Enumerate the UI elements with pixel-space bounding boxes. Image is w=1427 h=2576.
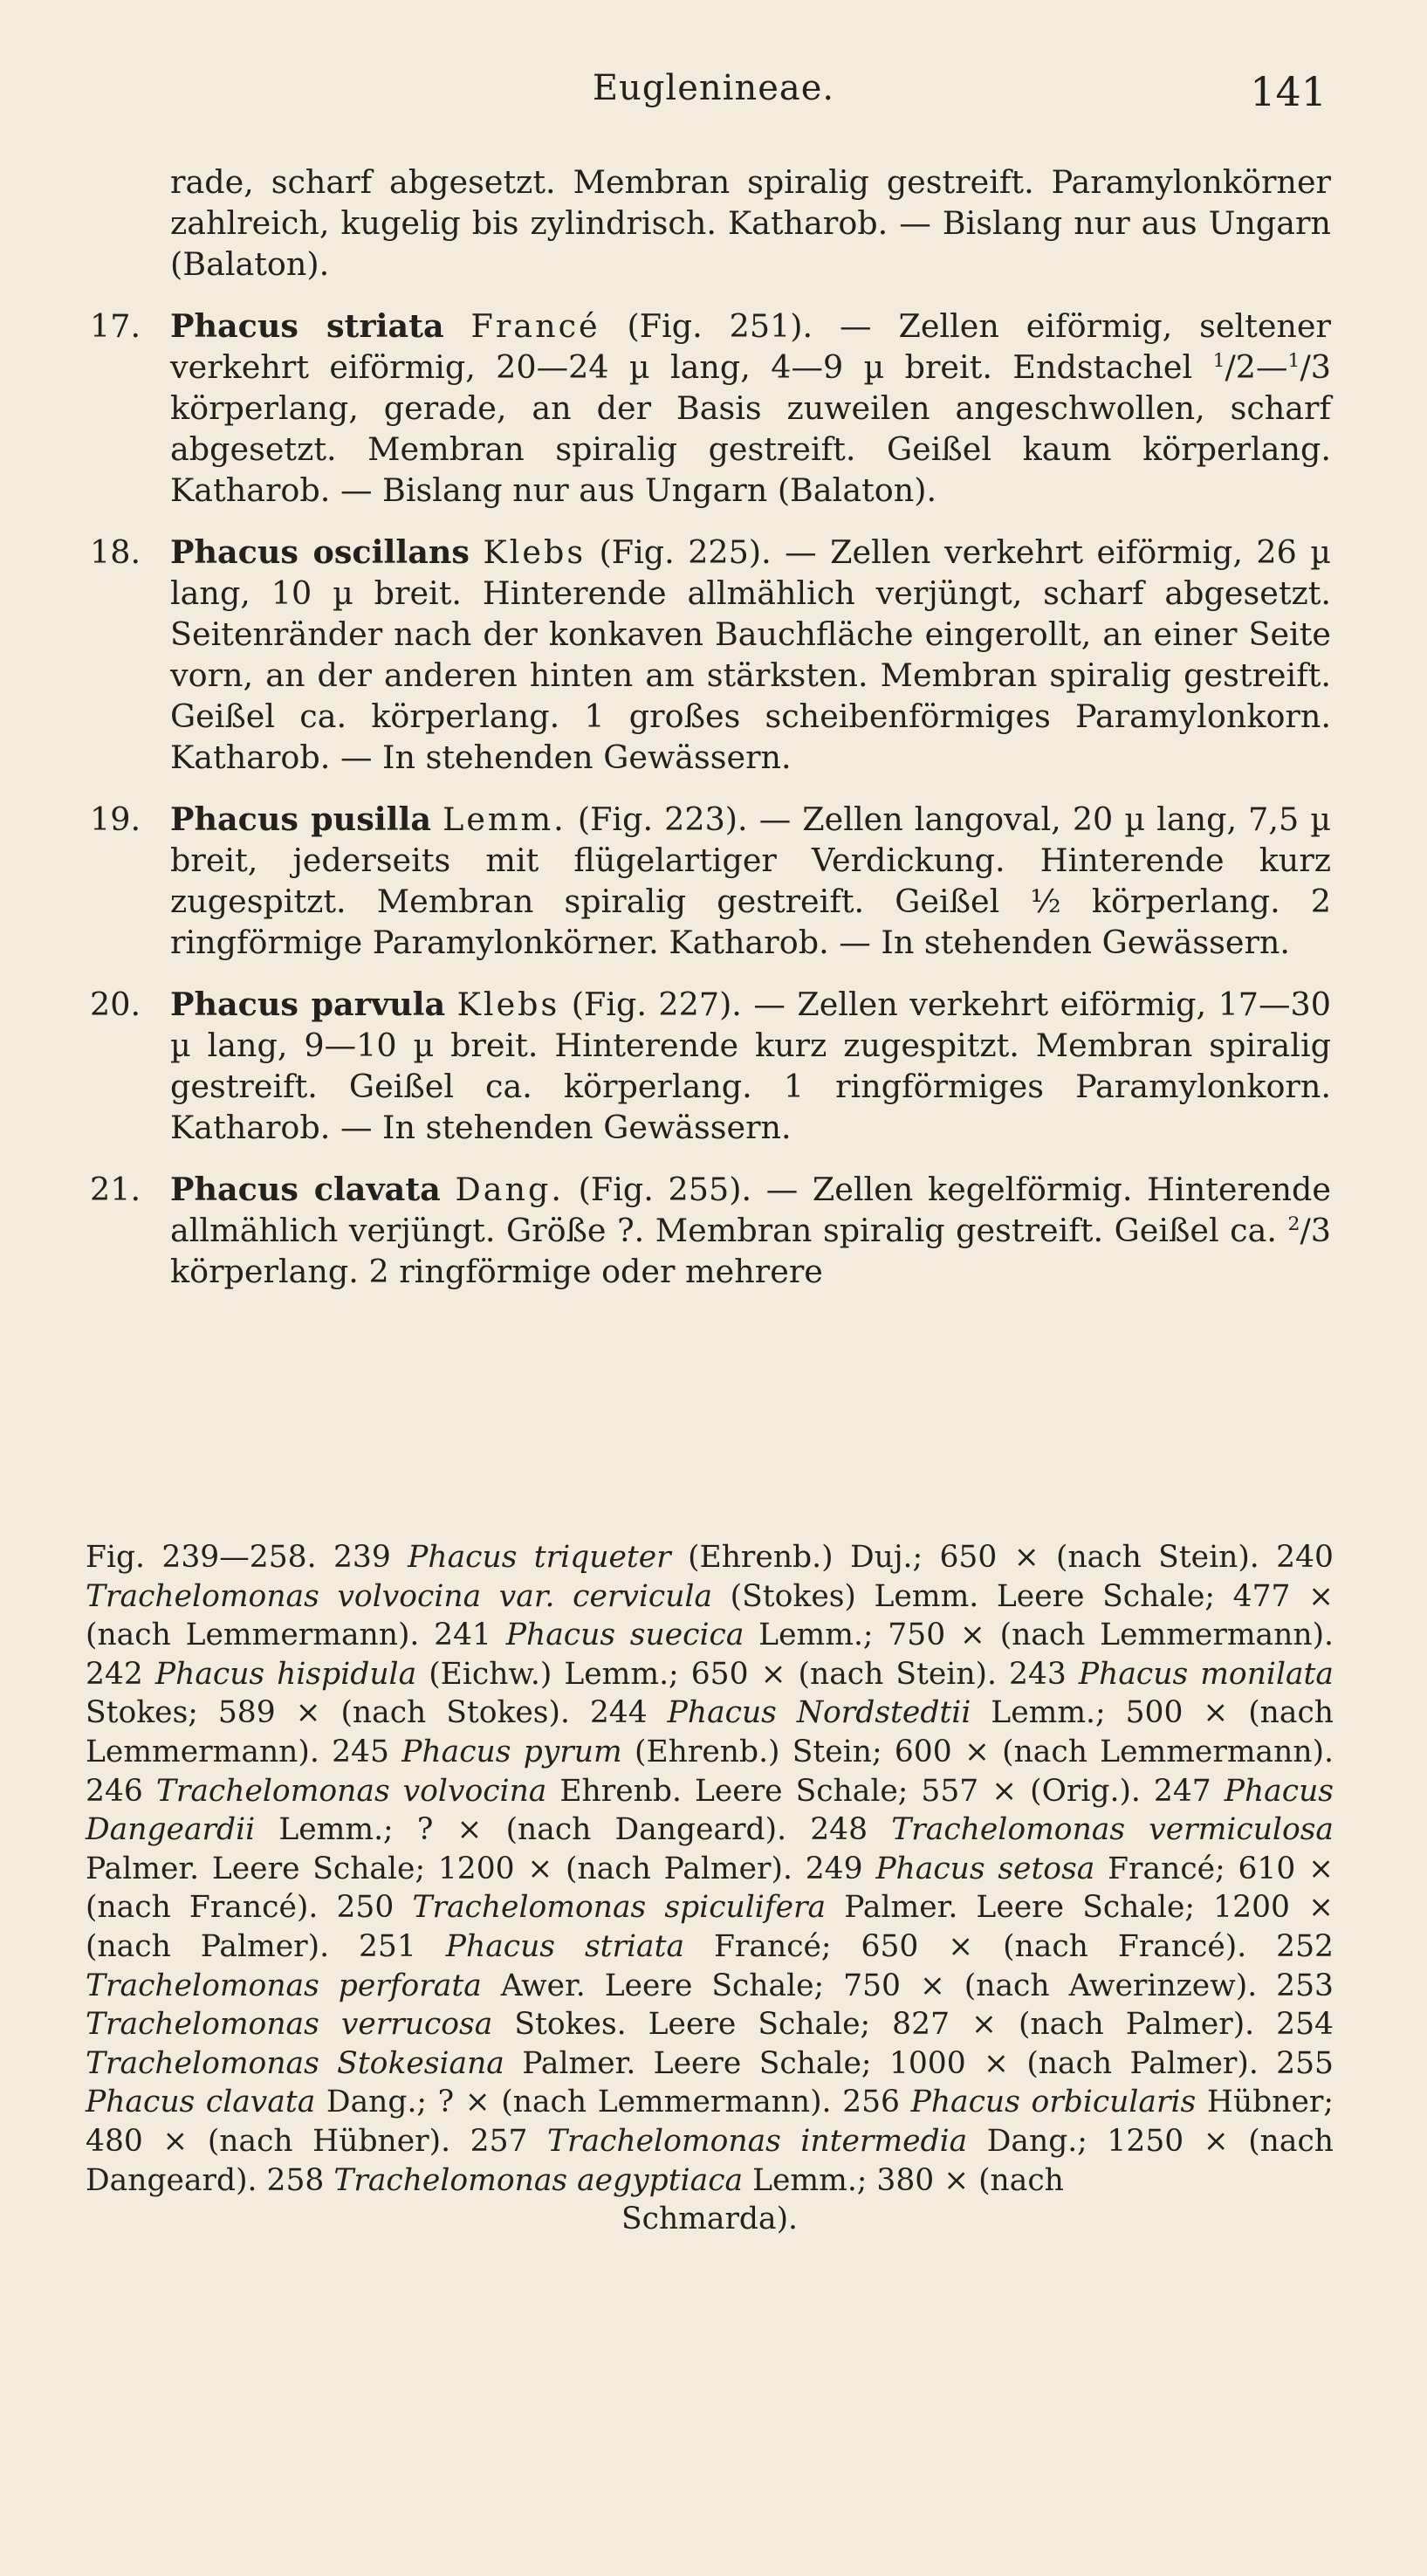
caption-text: Lemm.; ? × (nach Dangeard). 248 [255, 1812, 892, 1848]
caption-species-name: Phacus pyrum [401, 1734, 622, 1769]
entry-text: (Fig. 223). — Zellen langoval, 20 µ lang, 7,5 µ breit, jederseits mit flügelartiger Verdickung. Hinterende kurz zugespitzt. Membran spiralig gestreift. Geißel ½ körperlang. 2 ringförmige Paramylonkörner. Katharob. — In stehenden Gewässern. [170, 800, 1331, 961]
fraction-denominator: /3 [1300, 348, 1331, 386]
caption-text: (Stokes) Lemm. Leere Schale; 477 × (nach Lemmermann). 241 [86, 1578, 1334, 1653]
caption-text: Francé; 610 × (nach Francé). 250 [86, 1851, 1334, 1926]
caption-species-name: Trachelomonas spiculifera [412, 1890, 827, 1926]
fraction-denominator: /3 [1300, 1212, 1331, 1249]
figure-caption [86, 1538, 1334, 2239]
caption-lead: Fig. 239—258. 239 [86, 1540, 408, 1575]
continuation-paragraph: rade, scharf abgesetzt. Membran spiralig gestreift. Paramylonkörner zahlreich, kugelig bis zylindrisch. Katharob. — Bislang nur aus Ungarn (Balaton). [170, 163, 1331, 283]
caption-text: Lemm.; 380 × (nach [743, 2162, 1064, 2198]
species-author: Dang. [455, 1171, 564, 1208]
caption-text: Dang.; ? × (nach Lemmermann). 256 [315, 2085, 911, 2120]
caption-text: (Ehrenb.) Duj.; 650 × (nach Stein). 240 [670, 1540, 1334, 1575]
species-name: Phacus oscillans [170, 533, 470, 571]
page-number: 141 [1250, 68, 1327, 115]
caption-species-name: Phacus orbicularis [910, 2085, 1197, 2120]
caption-text: Lemm.; 750 × (nach Lemmermann). 242 [86, 1618, 1334, 1692]
entry-number: 18. [90, 533, 141, 571]
caption-species-name: Trachelomonas perforata [86, 1968, 482, 2003]
entry-text: — Zellen eiförmig, seltener verkehrt eiförmig, 20—24 µ lang, 4—9 µ breit. Endstachel [170, 307, 1331, 386]
caption-species-name: Phacus monilata [1078, 1656, 1334, 1692]
caption-text: (Ehrenb.) Stein; 600 × (nach Lemmermann). 246 [86, 1734, 1334, 1809]
species-entry-19 [90, 799, 1331, 963]
entry-number: 20. [90, 986, 141, 1023]
caption-species-name: Phacus suecica [505, 1618, 744, 1653]
species-entry-17 [90, 306, 1331, 511]
species-name: Phacus pusilla [170, 800, 431, 838]
fraction-numerator: 1 [1287, 349, 1300, 372]
caption-species-name: Trachelomonas volvocina [155, 1773, 547, 1809]
entry-text: (Fig. 255). — Zellen kegelförmig. Hinterende allmählich verjüngt. Größe ?. Membran spiralig gestreift. Geißel ca. [170, 1171, 1331, 1249]
entry-text: (Fig. 225). — Zellen verkehrt eiförmig, 26 µ lang, 10 µ breit. Hinterende allmählich verjüngt, scharf abgesetzt. Seitenränder nach der konkaven Bauchfläche eingerollt, an einer Seite vorn, an der anderen hinten am stärksten. Membran spiralig gestreift. Geißel ca. körperlang. 1 großes scheibenförmiges Paramylonkorn. Katharob. — In stehenden Gewässern. [170, 533, 1332, 776]
caption-text: Stokes; 589 × (nach Stokes). 244 [86, 1695, 668, 1731]
caption-text: Lemm.; 500 × (nach Lemmermann). 245 [86, 1695, 1334, 1769]
entry-text: körperlang. 2 ringförmige oder mehrere [170, 1253, 823, 1290]
caption-species-name: Phacus triqueter [408, 1540, 671, 1575]
caption-text: Ehrenb. Leere Schale; 557 × (Orig.). 247 [546, 1773, 1225, 1809]
species-entry-21 [90, 1169, 1331, 1292]
caption-species-name: Trachelomonas aegyptiaca [333, 2162, 744, 2198]
caption-species-name: Phacus striata [445, 1928, 685, 1964]
caption-species-name: Phacus Dangeardii [86, 1773, 1334, 1848]
caption-text: Awer. Leere Schale; 750 × (nach Awerinzew). 253 [481, 1968, 1334, 2003]
caption-species-name: Trachelomonas intermedia [547, 2123, 968, 2159]
caption-body [86, 1538, 1334, 2200]
running-title: Euglenineae. [592, 68, 835, 108]
species-author: Klebs [483, 533, 587, 571]
fraction-dash: — [1256, 348, 1288, 386]
species-entry-20 [90, 984, 1331, 1148]
species-name: Phacus clavata [170, 1171, 441, 1208]
caption-text: Francé; 650 × (nach Francé). 252 [684, 1928, 1334, 1964]
caption-text: Dang.; 1250 × (nach Dangeard). 258 [86, 2123, 1334, 2198]
caption-text: Palmer. Leere Schale; 1200 × (nach Palmer). 249 [86, 1851, 876, 1886]
entry-number: 19. [90, 800, 141, 838]
caption-text: Hübner; 480 × (nach Hübner). 257 [86, 2085, 1334, 2159]
caption-species-name: Trachelomonas Stokesiana [86, 2045, 504, 2081]
species-name: Phacus parvula [170, 986, 446, 1023]
fraction-numerator: 1 [1212, 349, 1225, 372]
caption-text: Palmer. Leere Schale; 1200 × (nach Palmer). 251 [86, 1890, 1334, 1964]
fraction-numerator: 2 [1287, 1212, 1300, 1235]
caption-last-line: Schmarda). [621, 2202, 799, 2237]
running-header [0, 63, 1427, 124]
caption-text: (Eichw.) Lemm.; 650 × (nach Stein). 243 [416, 1656, 1079, 1692]
main-text [90, 161, 1332, 1313]
fraction-denominator: /2 [1225, 348, 1257, 386]
entry-text: körperlang, gerade, an der Basis zuweilen angeschwollen, scharf abgesetzt. Membran spiralig gestreift. Geißel kaum körperlang. Katharob. — Bislang nur aus Ungarn (Balaton). [170, 389, 1331, 509]
caption-species-name: Phacus hispidula [154, 1656, 417, 1692]
caption-species-name: Phacus clavata [86, 2085, 316, 2120]
caption-species-name: Trachelomonas vermiculosa [891, 1812, 1334, 1848]
entry-number: 21. [90, 1171, 141, 1208]
species-entry-18 [90, 532, 1332, 778]
caption-species-name: Trachelomonas volvocina var. cervicula [86, 1578, 713, 1614]
entry-text: (Fig. 227). — Zellen verkehrt eiförmig, 17—30 µ lang, 9—10 µ breit. Hinterende kurz zugespitzt. Membran spiralig gestreift. Geißel ca. körperlang. 1 ringförmiges Paramylonkorn. Katharob. — In stehenden Gewässern. [170, 986, 1331, 1146]
species-name: Phacus striata [170, 307, 444, 345]
caption-text: Palmer. Leere Schale; 1000 × (nach Palmer). 255 [504, 2045, 1334, 2081]
caption-species-name: Phacus setosa [875, 1851, 1095, 1886]
species-author: Francé [470, 307, 600, 345]
caption-text: Stokes. Leere Schale; 827 × (nach Palmer). 254 [492, 2007, 1334, 2043]
entry-number: 17. [90, 307, 141, 345]
species-author: Klebs [456, 986, 560, 1023]
caption-species-name: Phacus Nordstedtii [667, 1695, 971, 1731]
caption-species-name: Trachelomonas verrucosa [86, 2007, 493, 2043]
figure-reference: (Fig. 251). [600, 307, 813, 345]
species-author: Lemm. [443, 800, 566, 838]
